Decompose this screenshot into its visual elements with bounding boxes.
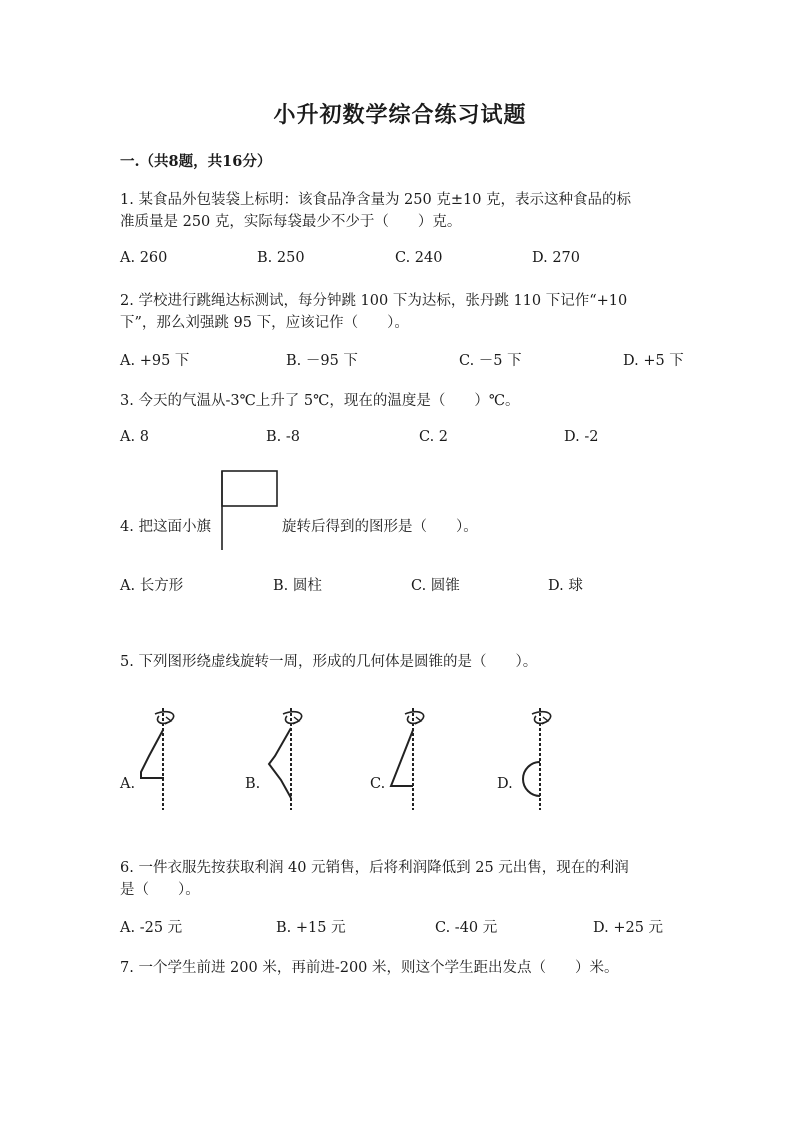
question-6-line-2: 是（ ）。 bbox=[120, 882, 200, 898]
small-flag-figure bbox=[215, 468, 285, 554]
question-4-text-after: 旋转后得到的图形是（ ）。 bbox=[282, 519, 478, 535]
question-2-option-b: B. －95 下 bbox=[286, 353, 358, 369]
figure-a-label: A. bbox=[120, 776, 136, 792]
question-1-line-2: 准质量是 250 克，实际每袋最少不少于（ ）克。 bbox=[120, 214, 462, 230]
question-7-line-1: 7. 一个学生前进 200 米，再前进-200 米，则这个学生距出发点（ ）米。 bbox=[120, 960, 619, 976]
figure-b-label: B. bbox=[245, 776, 261, 792]
question-2-option-d: D. +5 下 bbox=[623, 353, 684, 369]
question-6-option-b: B. +15 元 bbox=[276, 920, 346, 936]
question-1-option-a: A. 260 bbox=[120, 250, 168, 266]
figure-d-label: D. bbox=[497, 776, 513, 792]
question-1-option-b: B. 250 bbox=[257, 250, 305, 266]
question-1-line-1: 1. 某食品外包装袋上标明：该食品净含量为 250 克±10 克，表示这种食品的标 bbox=[120, 192, 632, 208]
question-2-option-a: A. +95 下 bbox=[120, 353, 190, 369]
figure-c-shape bbox=[385, 706, 435, 812]
question-6-option-a: A. -25 元 bbox=[120, 920, 183, 936]
question-2-line-2: 下”，那么刘强跳 95 下，应该记作（ ）。 bbox=[120, 315, 409, 331]
figure-a-shape bbox=[135, 706, 185, 812]
question-1-option-d: D. 270 bbox=[532, 250, 581, 266]
question-1-option-c: C. 240 bbox=[395, 250, 443, 266]
question-6-line-1: 6. 一件衣服先按获取利润 40 元销售，后将利润降低到 25 元出售，现在的利润 bbox=[120, 860, 629, 876]
section-heading: 一.（共8题，共16分） bbox=[120, 153, 272, 170]
question-3-option-c: C. 2 bbox=[419, 429, 449, 445]
question-3-option-b: B. -8 bbox=[266, 429, 300, 445]
question-3-option-a: A. 8 bbox=[120, 429, 149, 445]
figure-b-shape bbox=[265, 706, 315, 812]
question-3-line-1: 3. 今天的气温从-3℃上升了 5℃，现在的温度是（ ）℃。 bbox=[120, 393, 520, 409]
question-4-option-d: D. 球 bbox=[548, 578, 583, 594]
question-4-option-a: A. 长方形 bbox=[120, 578, 184, 594]
question-6-option-d: D. +25 元 bbox=[593, 920, 664, 936]
figure-d-shape bbox=[512, 706, 562, 812]
question-4-text-before: 4. 把这面小旗 bbox=[120, 519, 211, 535]
page-title: 小升初数学综合练习试题 bbox=[273, 102, 527, 128]
question-6-option-c: C. -40 元 bbox=[435, 920, 498, 936]
question-4-option-b: B. 圆柱 bbox=[273, 578, 322, 594]
question-2-option-c: C. －5 下 bbox=[459, 353, 522, 369]
figure-c-label: C. bbox=[370, 776, 386, 792]
question-3-option-d: D. -2 bbox=[564, 429, 599, 445]
question-5-line-1: 5. 下列图形绕虚线旋转一周，形成的几何体是圆锥的是（ ）。 bbox=[120, 654, 538, 670]
question-4-option-c: C. 圆锥 bbox=[411, 578, 460, 594]
question-2-line-1: 2. 学校进行跳绳达标测试，每分钟跳 100 下为达标，张丹跳 110 下记作“+10 bbox=[120, 293, 628, 309]
